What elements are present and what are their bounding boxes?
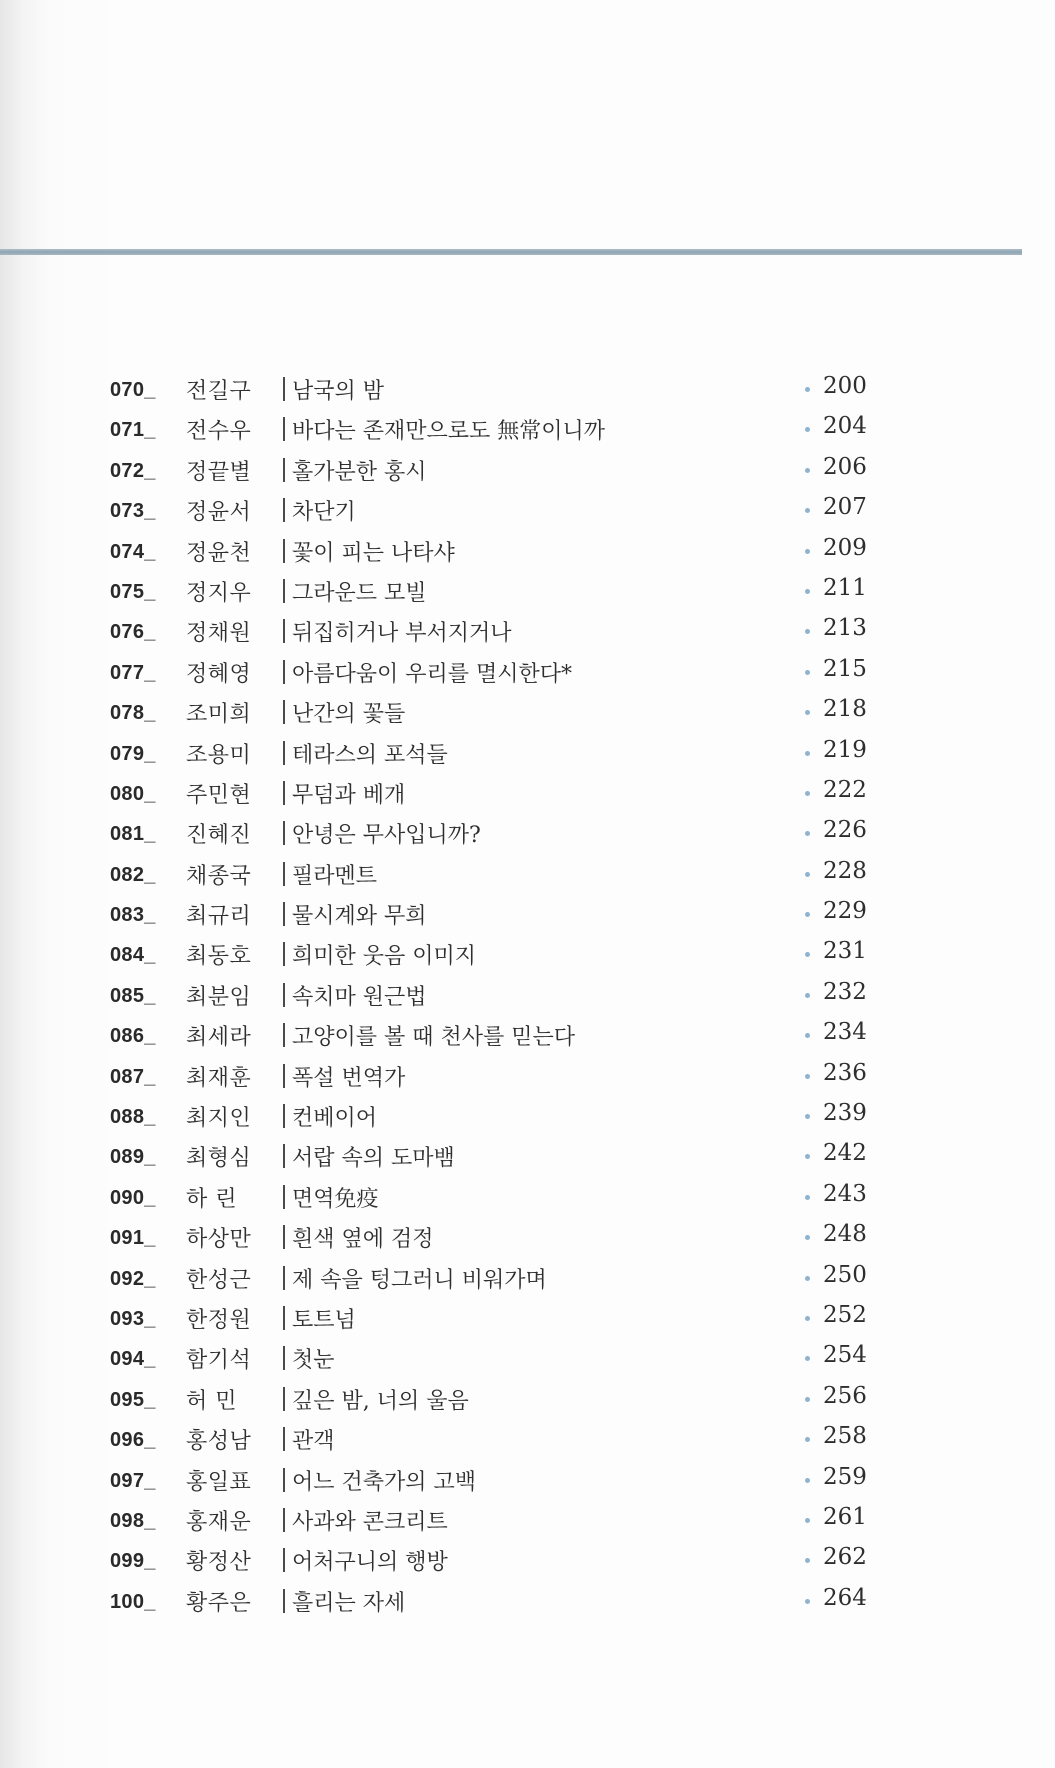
separator-bar: [283, 942, 285, 966]
toc-entry: [0, 1498, 1055, 1538]
entry-number: 074_: [110, 540, 156, 563]
entry-page-number: 222: [823, 776, 867, 803]
separator-bar: [283, 1144, 285, 1168]
entry-title: 고양이를 볼 때 천사를 믿는다: [292, 1025, 575, 1051]
separator-bar: [283, 1104, 285, 1128]
toc-entry: [0, 1377, 1055, 1417]
entry-page-number: 258: [823, 1423, 867, 1450]
entry-author: 하상만: [186, 1227, 252, 1253]
entry-title: 난간의 꽃들: [292, 702, 406, 728]
entry-page-number: 256: [823, 1382, 867, 1409]
entry-author: 최재훈: [186, 1065, 252, 1091]
bullet-dot-icon: [805, 468, 810, 473]
toc-entry: [0, 1256, 1055, 1296]
bullet-dot-icon: [805, 1154, 810, 1159]
entry-title: 폭설 번역가: [292, 1065, 406, 1091]
toc-entry: [0, 1458, 1055, 1498]
bullet-dot-icon: [805, 1397, 810, 1402]
entry-page-number: 200: [823, 373, 867, 399]
bullet-dot-icon: [805, 1276, 810, 1281]
entry-page-number: 229: [823, 898, 867, 925]
bullet-dot-icon: [805, 549, 810, 554]
toc-entry: [0, 1175, 1055, 1215]
entry-page-number: 211: [823, 574, 867, 601]
toc-entry: [0, 609, 1055, 649]
entry-page-number: 207: [823, 494, 867, 521]
entry-author: 조미희: [186, 702, 252, 728]
entry-number: 082_: [110, 863, 156, 886]
toc-entry: [0, 1336, 1055, 1376]
header-rule: [0, 249, 1022, 255]
separator-bar: [283, 1589, 285, 1613]
entry-page-number: 234: [823, 1019, 867, 1046]
toc-entry: [0, 973, 1055, 1013]
entry-title: 깊은 밤, 너의 울음: [292, 1388, 469, 1414]
bullet-dot-icon: [805, 1074, 810, 1079]
toc-entry: [0, 932, 1055, 972]
toc-entry: [0, 1134, 1055, 1174]
entry-number: 099_: [110, 1550, 156, 1573]
entry-title: 토트넘: [292, 1307, 356, 1333]
entry-number: 087_: [110, 1065, 156, 1088]
entry-number: 100_: [110, 1590, 156, 1613]
entry-number: 083_: [110, 904, 156, 927]
entry-title: 뒤집히거나 부서지거나: [292, 621, 512, 647]
separator-bar: [283, 1508, 285, 1532]
bullet-dot-icon: [805, 912, 810, 917]
toc-entry: [0, 1296, 1055, 1336]
entry-number: 090_: [110, 1186, 156, 1209]
entry-number: 092_: [110, 1267, 156, 1290]
entry-author: 정끝별: [186, 459, 252, 485]
entry-author: 채종국: [186, 863, 252, 889]
separator-bar: [283, 619, 285, 643]
entry-page-number: 231: [823, 938, 867, 965]
separator-bar: [283, 1185, 285, 1209]
toc-entry: [0, 852, 1055, 892]
separator-bar: [283, 579, 285, 603]
entry-page-number: 242: [823, 1140, 867, 1167]
entry-author: 전길구: [186, 379, 252, 404]
separator-bar: [283, 660, 285, 684]
entry-page-number: 250: [823, 1261, 867, 1288]
bullet-dot-icon: [805, 831, 810, 836]
entry-page-number: 259: [823, 1463, 867, 1490]
bullet-dot-icon: [805, 952, 810, 957]
separator-bar: [283, 862, 285, 886]
entry-author: 한성근: [186, 1267, 252, 1293]
entry-title: 사과와 콘크리트: [292, 1509, 448, 1535]
entry-title: 흰색 옆에 검정: [292, 1227, 434, 1253]
toc-entry: [0, 1013, 1055, 1053]
entry-page-number: 209: [823, 534, 867, 561]
entry-title: 홀가분한 홍시: [292, 459, 427, 485]
entry-title: 테라스의 포석들: [292, 742, 448, 768]
entry-number: 078_: [110, 702, 156, 725]
entry-number: 081_: [110, 823, 156, 846]
entry-title: 관객: [292, 1429, 335, 1455]
toc-entry: [0, 448, 1055, 488]
bullet-dot-icon: [805, 1558, 810, 1563]
entry-page-number: 239: [823, 1100, 867, 1127]
separator-bar: [283, 1468, 285, 1492]
separator-bar: [283, 983, 285, 1007]
entry-number: 070_: [110, 379, 156, 401]
entry-page-number: 248: [823, 1221, 867, 1248]
separator-bar: [283, 741, 285, 765]
entry-number: 073_: [110, 500, 156, 523]
bullet-dot-icon: [805, 751, 810, 756]
entry-author: 최형심: [186, 1146, 252, 1172]
entry-number: 098_: [110, 1509, 156, 1532]
entry-title: 어처구니의 행방: [292, 1550, 448, 1576]
toc-entry: [0, 771, 1055, 811]
entry-number: 077_: [110, 661, 156, 684]
separator-bar: [283, 539, 285, 563]
entry-number: 097_: [110, 1469, 156, 1492]
entry-page-number: 236: [823, 1059, 867, 1086]
bullet-dot-icon: [805, 993, 810, 998]
entry-author: 정윤천: [186, 540, 252, 566]
bullet-dot-icon: [805, 1518, 810, 1523]
bullet-dot-icon: [805, 791, 810, 796]
entry-page-number: 228: [823, 857, 867, 884]
entry-page-number: 252: [823, 1301, 867, 1328]
bullet-dot-icon: [805, 427, 810, 432]
toc-entry: [0, 569, 1055, 609]
entry-author: 황정산: [186, 1550, 252, 1576]
entry-author: 최동호: [186, 944, 252, 970]
toc-entry: [0, 1054, 1055, 1094]
entry-author: 조용미: [186, 742, 252, 768]
bullet-dot-icon: [805, 1114, 810, 1119]
bullet-dot-icon: [805, 508, 810, 513]
toc-entry: [0, 529, 1055, 569]
separator-bar: [283, 458, 285, 482]
entry-number: 080_: [110, 782, 156, 805]
toc-entry: [0, 731, 1055, 771]
table-of-contents: [0, 367, 1055, 1619]
entry-author: 최지인: [186, 1106, 252, 1132]
separator-bar: [283, 498, 285, 522]
entry-title: 물시계와 무희: [292, 904, 427, 930]
toc-entry: [0, 1215, 1055, 1255]
bullet-dot-icon: [805, 670, 810, 675]
separator-bar: [283, 821, 285, 845]
entry-author: 주민현: [186, 782, 252, 808]
entry-author: 정윤서: [186, 500, 252, 526]
bullet-dot-icon: [805, 1599, 810, 1604]
bullet-dot-icon: [805, 1437, 810, 1442]
entry-author: 하 린: [186, 1186, 237, 1212]
bullet-dot-icon: [805, 387, 810, 392]
entry-page-number: 218: [823, 696, 867, 723]
entry-number: 095_: [110, 1388, 156, 1411]
entry-title: 희미한 웃음 이미지: [292, 944, 477, 970]
entry-title: 바다는 존재만으로도 無常이니까: [292, 419, 606, 445]
entry-title: 컨베이어: [292, 1106, 378, 1132]
entry-title: 어느 건축가의 고백: [292, 1469, 477, 1495]
separator-bar: [283, 1306, 285, 1330]
entry-title: 면역免疫: [292, 1186, 379, 1212]
entry-page-number: 219: [823, 736, 867, 763]
entry-title: 남국의 밤: [292, 379, 385, 404]
bullet-dot-icon: [805, 710, 810, 715]
entry-author: 한정원: [186, 1307, 252, 1333]
separator-bar: [283, 1427, 285, 1451]
separator-bar: [283, 1387, 285, 1411]
toc-entry: [0, 488, 1055, 528]
entry-title: 꽃이 피는 나타샤: [292, 540, 455, 566]
separator-bar: [283, 1023, 285, 1047]
entry-number: 072_: [110, 459, 156, 482]
toc-entry: [0, 407, 1055, 447]
entry-number: 086_: [110, 1025, 156, 1048]
entry-title: 안녕은 무사입니까?: [292, 823, 481, 849]
toc-entry: [0, 811, 1055, 851]
separator-bar: [283, 902, 285, 926]
entry-title: 무덤과 베개: [292, 782, 406, 808]
separator-bar: [283, 1266, 285, 1290]
toc-entry: [0, 367, 1055, 407]
entry-number: 096_: [110, 1429, 156, 1452]
toc-entry: [0, 1094, 1055, 1134]
entry-author: 홍재운: [186, 1509, 252, 1535]
entry-author: 진혜진: [186, 823, 252, 849]
bullet-dot-icon: [805, 589, 810, 594]
entry-author: 정지우: [186, 580, 252, 606]
entry-author: 정혜영: [186, 661, 252, 687]
bullet-dot-icon: [805, 1235, 810, 1240]
entry-page-number: 226: [823, 817, 867, 844]
entry-author: 홍일표: [186, 1469, 252, 1495]
entry-number: 076_: [110, 621, 156, 644]
entry-number: 089_: [110, 1146, 156, 1169]
separator-bar: [283, 781, 285, 805]
entry-author: 황주은: [186, 1590, 252, 1616]
entry-author: 최세라: [186, 1025, 252, 1051]
entry-page-number: 254: [823, 1342, 867, 1369]
entry-page-number: 215: [823, 655, 867, 682]
bullet-dot-icon: [805, 1356, 810, 1361]
entry-author: 함기석: [186, 1348, 252, 1374]
entry-number: 075_: [110, 580, 156, 603]
entry-page-number: 206: [823, 453, 867, 480]
entry-author: 최규리: [186, 904, 252, 930]
entry-number: 088_: [110, 1106, 156, 1129]
entry-number: 071_: [110, 419, 156, 442]
entry-page-number: 213: [823, 615, 867, 642]
entry-page-number: 261: [823, 1503, 867, 1530]
entry-author: 허 민: [186, 1388, 237, 1414]
toc-entry: [0, 1417, 1055, 1457]
entry-number: 079_: [110, 742, 156, 765]
bullet-dot-icon: [805, 1316, 810, 1321]
bullet-dot-icon: [805, 629, 810, 634]
entry-number: 093_: [110, 1307, 156, 1330]
entry-page-number: 264: [823, 1584, 867, 1611]
entry-number: 094_: [110, 1348, 156, 1371]
separator-bar: [283, 1064, 285, 1088]
separator-bar: [283, 1548, 285, 1572]
bullet-dot-icon: [805, 872, 810, 877]
entry-author: 정채원: [186, 621, 252, 647]
toc-entry: [0, 650, 1055, 690]
entry-title: 서랍 속의 도마뱀: [292, 1146, 455, 1172]
entry-title: 첫눈: [292, 1348, 335, 1374]
bullet-dot-icon: [805, 1195, 810, 1200]
separator-bar: [283, 700, 285, 724]
entry-number: 085_: [110, 984, 156, 1007]
entry-page-number: 232: [823, 978, 867, 1005]
toc-entry: [0, 690, 1055, 730]
entry-title: 차단기: [292, 500, 356, 526]
entry-title: 속치마 원근법: [292, 984, 427, 1010]
entry-title: 필라멘트: [292, 863, 378, 889]
entry-number: 091_: [110, 1227, 156, 1250]
separator-bar: [283, 417, 285, 441]
entry-title: 제 속을 텅그러니 비워가며: [292, 1267, 547, 1293]
toc-entry: [0, 892, 1055, 932]
separator-bar: [283, 377, 285, 401]
toc-entry: [0, 1538, 1055, 1578]
entry-author: 최분임: [186, 984, 252, 1010]
entry-author: 홍성남: [186, 1429, 252, 1455]
entry-page-number: 243: [823, 1180, 867, 1207]
toc-entry: [0, 1579, 1055, 1619]
bullet-dot-icon: [805, 1033, 810, 1038]
entry-page-number: 262: [823, 1544, 867, 1571]
entry-title: 그라운드 모빌: [292, 580, 427, 606]
entry-page-number: 204: [823, 413, 867, 440]
separator-bar: [283, 1225, 285, 1249]
entry-number: 084_: [110, 944, 156, 967]
entry-title: 흘리는 자세: [292, 1590, 406, 1616]
separator-bar: [283, 1346, 285, 1370]
entry-title: 아름다움이 우리를 멸시한다*: [292, 661, 573, 687]
bullet-dot-icon: [805, 1478, 810, 1483]
entry-author: 전수우: [186, 419, 252, 445]
